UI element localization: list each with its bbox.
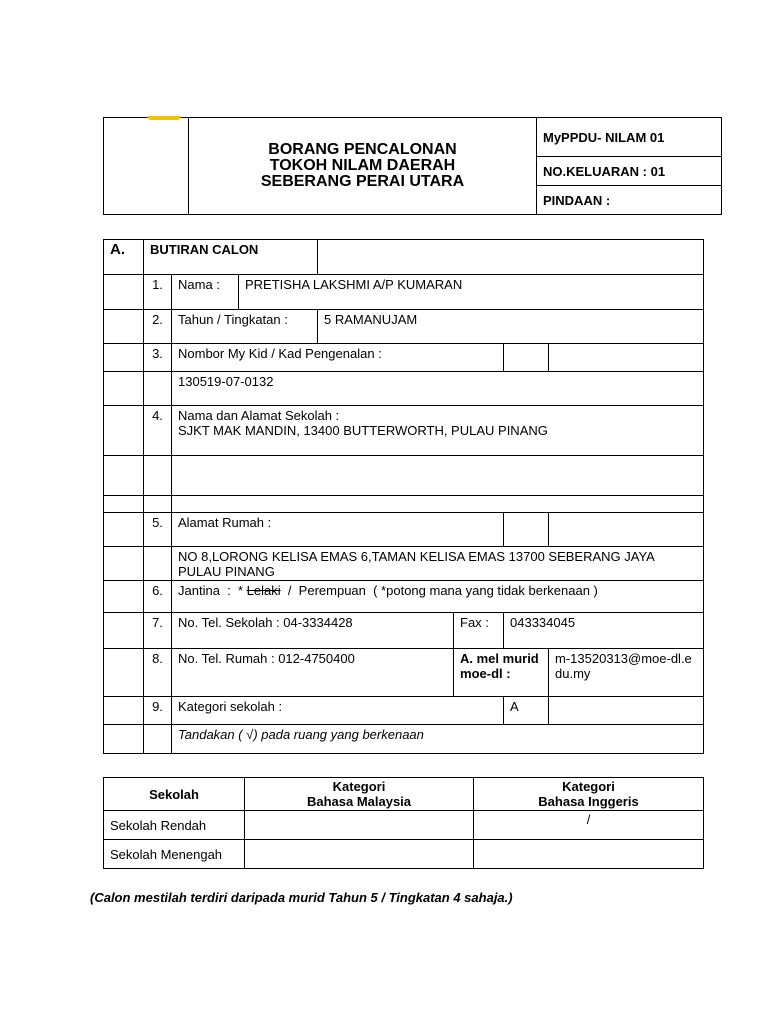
bi-checkbox[interactable]: / [474,811,704,840]
bi-header-line2: Bahasa Inggeris [538,794,639,809]
name-label: Nama : [172,275,239,310]
row-number: 1. [144,275,172,310]
section-heading: BUTIRAN CALON [144,240,318,275]
bm-header-line2: Bahasa Malaysia [306,794,412,809]
form-title [189,118,537,215]
home-phone[interactable]: No. Tel. Rumah : 012-4750400 [172,649,454,697]
fax-label: Fax : [454,613,504,649]
name-value[interactable]: PRETISHA LAKSHMI A/P KUMARAN [239,275,704,310]
ic-value[interactable]: 130519-07-0132 [172,372,704,406]
school-type: Sekolah Menengah [104,840,245,869]
bi-checkbox[interactable] [474,840,704,869]
form-header [103,117,722,215]
gender-cell[interactable] [172,581,704,613]
logo-icon [147,116,181,120]
blank-row [172,496,704,513]
gender-options: / Perempuan ( *potong mana yang tidak berkenaan ) [280,583,598,598]
school-address-cell[interactable] [172,406,704,456]
bm-checkbox[interactable] [245,811,474,840]
school-phone[interactable]: No. Tel. Sekolah : 04-3334428 [172,613,454,649]
title-line-3: SEBERANG PERAI UTARA [260,173,465,190]
col-header-bm [245,778,474,811]
fax-value[interactable]: 043334045 [504,613,704,649]
school-address-label: Nama dan Alamat Sekolah : [178,408,340,423]
struck-option: Lelaki [246,583,281,598]
year-value[interactable]: 5 RAMANUJAM [318,310,704,344]
school-category-label: Kategori sekolah : [172,697,504,725]
row-number: 9. [144,697,172,725]
bm-checkbox[interactable] [245,840,474,869]
doc-code: MyPPDU- NILAM 01 [537,118,722,157]
heading-blank [318,240,704,275]
row-number: 3. [144,344,172,372]
row-number: 8. [144,649,172,697]
email-value[interactable]: m-13520313@moe-dl.edu.my [549,649,704,697]
bi-header-line1: Kategori [562,779,615,794]
category-table [103,777,704,869]
school-category-value[interactable]: A [504,697,549,725]
row-number: 4. [144,406,172,456]
row-number: 5. [144,513,172,547]
bm-header-line1: Kategori [332,779,386,794]
school-address-value: SJKT MAK MANDIN, 13400 BUTTERWORTH, PULAU PINANG [178,423,548,438]
title-line-1: BORANG PENCALONAN [268,141,457,158]
year-label: Tahun / Tingkatan : [172,310,318,344]
section-a-table [103,239,704,754]
col-header-school: Sekolah [104,778,245,811]
table-row [104,840,704,869]
home-address-label: Alamat Rumah : [172,513,504,547]
row-number: 7. [144,613,172,649]
title-line-2: TOKOH NILAM DAERAH [269,157,456,174]
section-letter: A. [104,240,144,275]
email-label: A. mel murid moe-dl : [454,649,549,697]
logo-cell [104,118,189,215]
row-number: 2. [144,310,172,344]
ic-label: Nombor My Kid / Kad Pengenalan : [172,344,504,372]
table-row [104,811,704,840]
tick-instruction: Tandakan ( √) pada ruang yang berkenaan [172,725,704,754]
blank-row [172,456,704,496]
release-no: NO.KELUARAN : 01 [537,157,722,186]
amendment: PINDAAN : [537,186,722,215]
eligibility-note: (Calon mestilah terdiri daripada murid Tahun 5 / Tingkatan 4 sahaja.) [90,890,513,905]
row-number: 6. [144,581,172,613]
col-header-bi [474,778,704,811]
gender-label: Jantina : * [178,583,247,598]
school-type: Sekolah Rendah [104,811,245,840]
home-address-value[interactable]: NO 8,LORONG KELISA EMAS 6,TAMAN KELISA EMAS 13700 SEBERANG JAYA PULAU PINANG [172,547,704,581]
